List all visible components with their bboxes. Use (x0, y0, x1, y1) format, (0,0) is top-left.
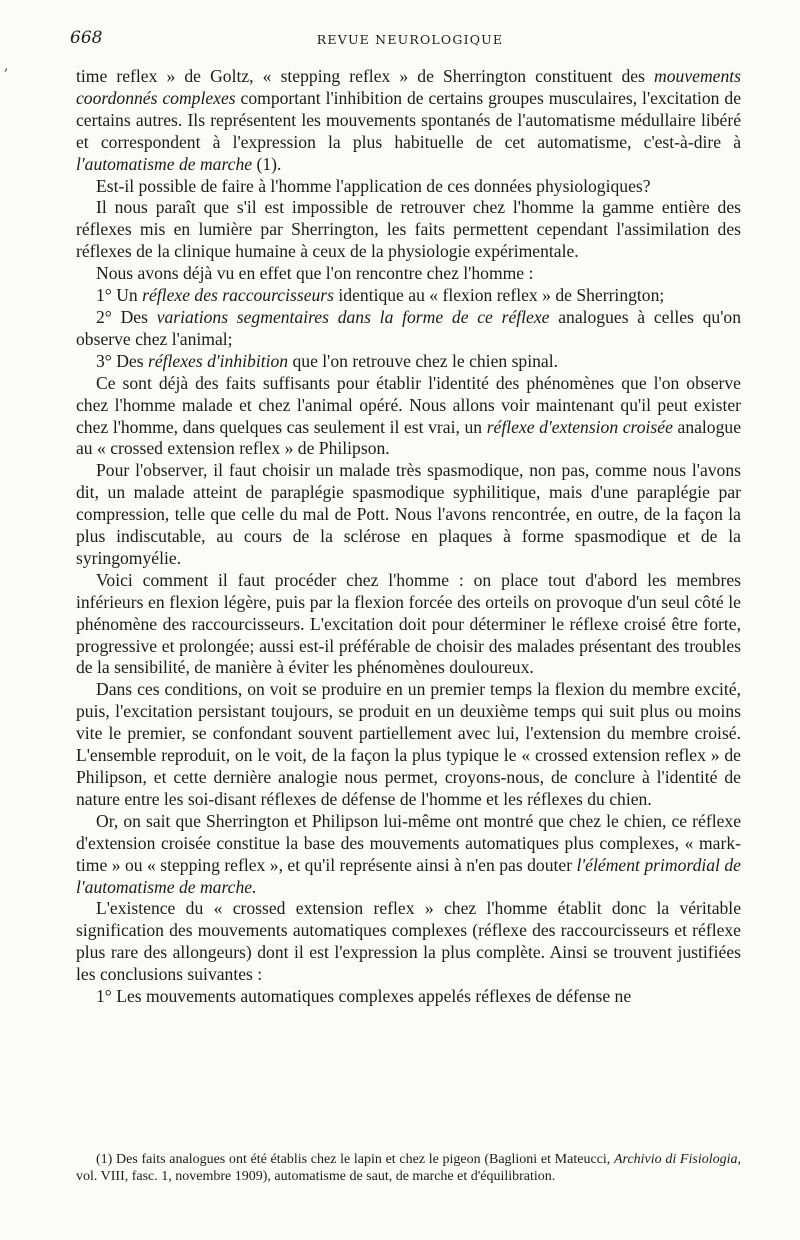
journal-title: REVUE NEUROLOGIQUE (316, 32, 504, 47)
text-run: Nous avons déjà vu en effet que l'on rencontre chez l'homme : (96, 263, 534, 284)
text-run: vol. VIII, fasc. 1, novembre 1909), automatisme de saut, de marche et d'équilibration. (76, 1168, 556, 1184)
text-run: Dans ces conditions, on voit se produire en un premier temps la flexion du membre excité, puis, l'excitation persistant toujours, se produit en un deuxième temps qui suit plus ou moins vite le premier, se confondant souvent partiellement avec lui, l'extension du membre croisé. L'ensemble reproduit, on le voit, de la façon la plus typique le « crossed extension reflex » de Philipson, et cette dernière analogie nous permet, croyons-nous, de conclure à l'identité de nature entre les soi-disant réflexes de défense de l'homme et les réflexes du chien. (76, 679, 741, 809)
text-run: L'existence du « crossed extension reflex » chez l'homme établit donc la véritable signification des mouvements automatiques complexes (réflexe des raccourcisseurs et réflexe plus rare des allongeurs) dont il est l'expression la plus complète. Ainsi se trouvent justifiées les conclusions suivantes : (76, 898, 741, 985)
paragraph-p14 (76, 986, 741, 1008)
paragraph-p13 (76, 898, 741, 986)
paragraph-p12 (76, 811, 741, 899)
text-run: (1). (252, 153, 282, 174)
text-run: time reflex » de Goltz, « stepping reflex » de Sherrington constituent des (76, 66, 655, 86)
text-run: Est-il possible de faire à l'homme l'application de ces données physiologiques? (96, 175, 651, 196)
text-run: 2° Des (96, 306, 157, 327)
italic-phrase: l'automatisme de marche (76, 153, 253, 174)
page-header (70, 28, 750, 54)
italic-phrase: réflexe des raccourcisseurs (142, 285, 334, 306)
text-run: Ce sont déjà des faits suffisants pour établir l'identité des phénomènes que l'on observe chez l'homme malade et chez l'animal opéré. Nous allons voir maintenant qu'il peut exister chez l'homme, dans quelques cas seulement il est vrai, un (76, 372, 741, 437)
footnote (76, 1152, 741, 1186)
paragraph-p8 (76, 373, 741, 461)
footnote-text (76, 1152, 741, 1186)
page-number: 668 (70, 28, 103, 48)
paragraph-p5 (76, 285, 741, 307)
paragraph-p7 (76, 351, 741, 373)
text-run: Voici comment il faut procéder chez l'homme : on place tout d'abord les membres inférieurs en flexion légère, puis par la flexion forcée des orteils on provoque d'un seul côté le phénomène des raccourcisseurs. L'excitation doit pour déterminer le réflexe croisé être forte, progressive et prolongée; aussi est-il préférable de choisir des malades présentant des troubles de la sensibilité, de manière à éviter les phénomènes douloureux. (76, 569, 741, 678)
text-run: que l'on retrouve chez le chien spinal. (288, 350, 558, 371)
italic-phrase: Archivio di Fisiologia, (613, 1152, 741, 1167)
italic-phrase: réflexe d'extension croisée (486, 416, 673, 437)
text-run: 3° Des (96, 350, 148, 371)
text-run: (1) Des faits analogues ont été établis chez le lapin et chez le pigeon (Baglioni et Mateucci, (96, 1152, 614, 1167)
text-run: analogues à celles qu'on observe chez l'animal; (76, 306, 741, 349)
italic-phrase: variations segmentaires dans la forme de ce réflexe (156, 306, 550, 327)
text-run: identique au « flexion reflex » de Sherrington; (334, 285, 665, 306)
text-run: Pour l'observer, il faut choisir un malade très spasmodique, non pas, comme nous l'avons dit, un malade atteint de paraplégie spasmodique syphilitique, mais d'une paraplégie par compression, telle que celle du mal de Pott. Nous l'avons rencontrée, en outre, de la façon la plus indiscutable, au cours de la sclérose en plaques à forme spasmodique et de la syringomyélie. (76, 460, 741, 568)
paragraph-p11 (76, 679, 741, 810)
text-run: 1° Un (96, 285, 143, 306)
margin-tick-mark: , (4, 58, 9, 74)
italic-phrase: mouvements coordonnés complexes (76, 66, 741, 108)
text-run: comportant l'inhibition de certains groupes musculaires, l'excitation de certains autres. Ils représentent les mouvements spontanés de l'automatisme médullaire libéré et correspondent à l'expression la plus habituelle de cet automatisme, c'est-à-dire à (76, 87, 741, 152)
paragraph-p6 (76, 307, 741, 351)
article-body (76, 66, 741, 1008)
paragraph-p9 (76, 460, 741, 570)
text-run: 1° Les mouvements automatiques complexes appelés réflexes de défense ne (96, 986, 632, 1007)
paragraph-p3 (76, 197, 741, 263)
text-run: analogue au « crossed extension reflex » de Philipson. (76, 416, 742, 459)
paragraph-p4 (76, 263, 741, 285)
paragraph-p1 (76, 66, 741, 176)
text-run: Or, on sait que Sherrington et Philipson lui-même ont montré que chez le chien, ce réflexe d'extension croisée constitue la base des mouvements automatiques plus complexes, « mark-time » ou « stepping reflex », et qu'il représente ainsi à n'en pas douter (76, 810, 741, 875)
paragraph-p10 (76, 570, 741, 680)
text-run: Il nous paraît que s'il est impossible de retrouver chez l'homme la gamme entière des réflexes mis en lumière par Sherrington, les faits permettent cependant l'assimilation des réflexes de la clinique humaine à ceux de la physiologie expérimentale. (76, 197, 741, 262)
italic-phrase: réflexes d'inhibition (148, 350, 289, 371)
italic-phrase: l'élément primordial de l'automatisme de marche. (76, 854, 741, 897)
paragraph-p2 (76, 176, 741, 198)
